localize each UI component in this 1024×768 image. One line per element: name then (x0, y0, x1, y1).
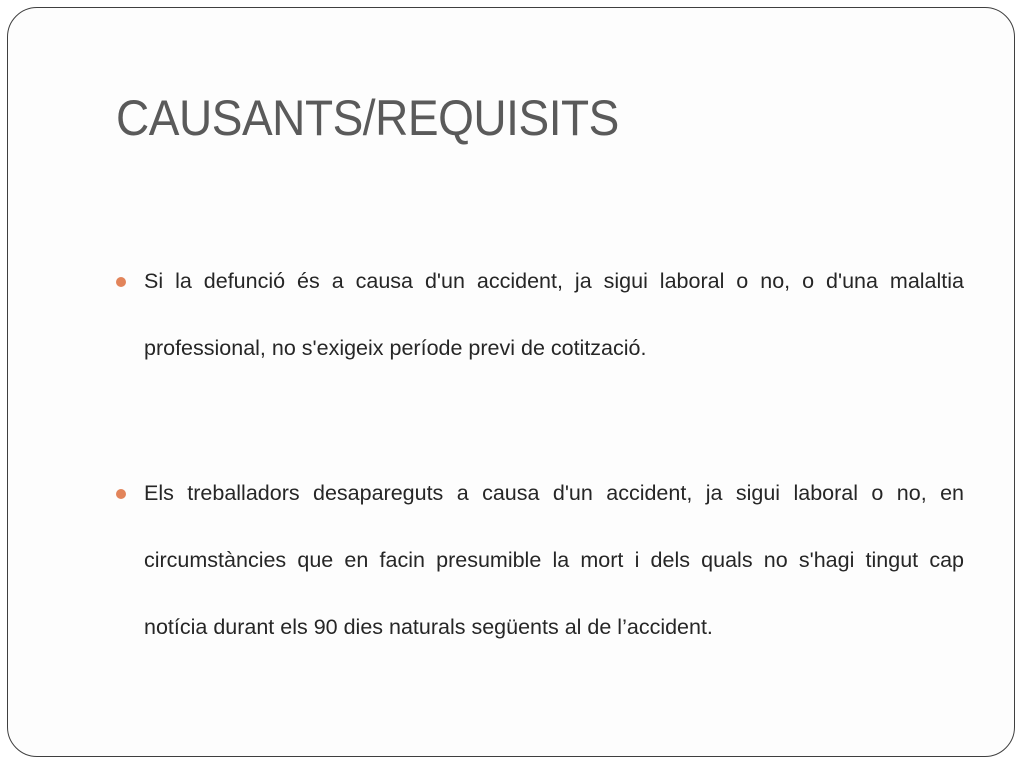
bullet-text-2: Els treballadors desapareguts a causa d'un accident, ja sigui laboral o no, en circumstàncies que en facin presumible la mort i dels quals no s'hagi tingut cap notícia durant els 90 dies naturals següents al de l’accident. (144, 481, 964, 639)
bullet-list (116, 248, 964, 661)
bullet-item-2 (116, 460, 964, 661)
bullet-item-1 (116, 248, 964, 382)
slide-title: CAUSANTS/REQUISITS (116, 90, 619, 146)
bullet-dot-icon (116, 277, 126, 287)
bullet-text-1: Si la defunció és a causa d'un accident, ja sigui laboral o no, o d'una malaltia professional, no s'exigeix període previ de cotització. (144, 269, 964, 360)
bullet-dot-icon (116, 489, 126, 499)
